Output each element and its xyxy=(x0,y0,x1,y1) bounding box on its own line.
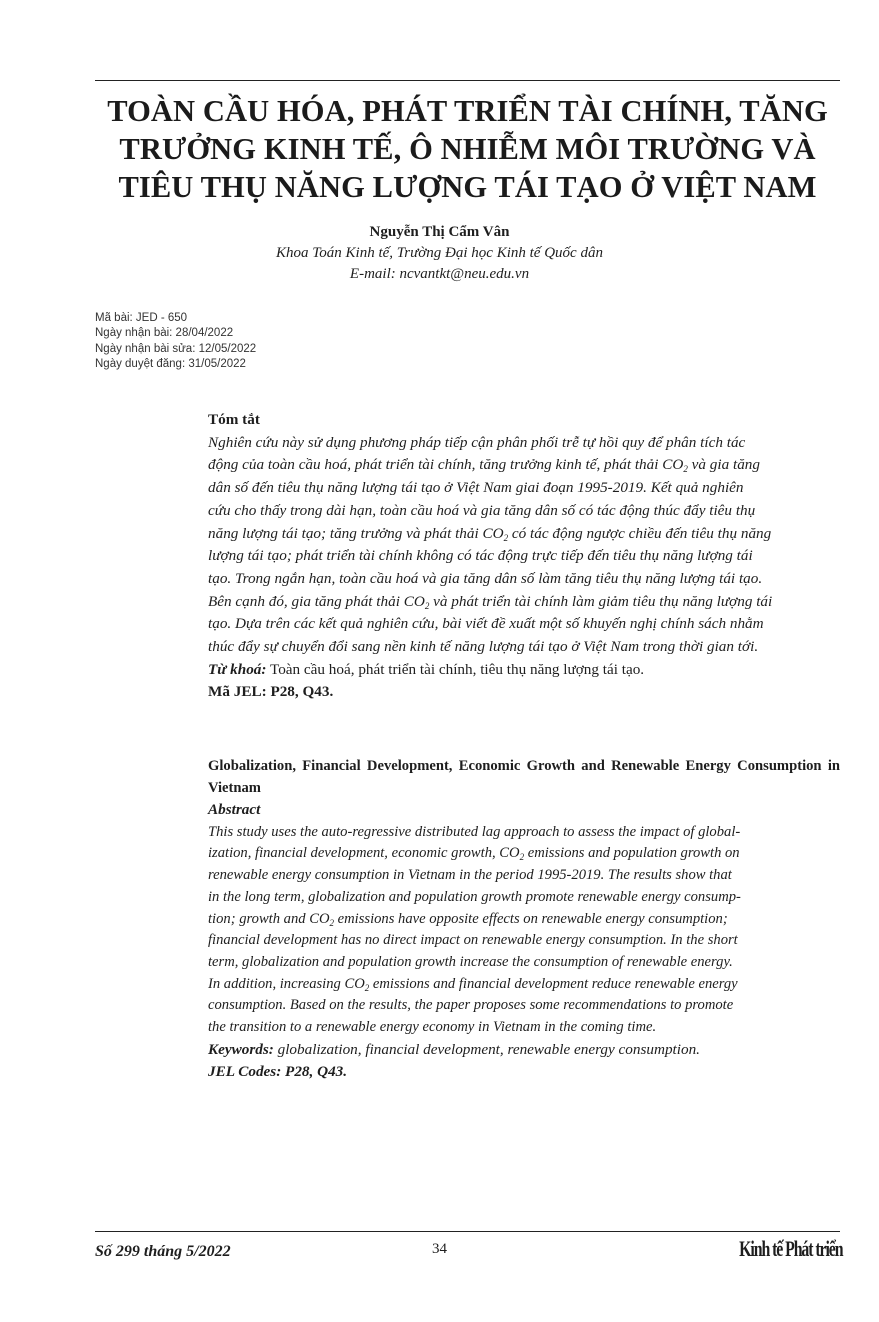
meta-code: Mã bài: JED - 650 xyxy=(95,312,188,324)
abstract-body-vn xyxy=(208,432,840,659)
abstract-body-en xyxy=(208,822,840,1039)
subscript: 2 xyxy=(503,532,509,543)
page-number: 34 xyxy=(432,1241,447,1257)
abstract-line: tạo. Trong ngắn hạn, toàn cầu hoá và gia tăng dân số làm tăng tiêu thụ năng lượng tái tạo. xyxy=(208,569,763,587)
title-line: TIÊU THỤ NĂNG LƯỢNG TÁI TẠO Ở VIỆT NAM xyxy=(118,170,817,204)
abstract-line: in the long term, globalization and population growth promote renewable energy consump- xyxy=(208,888,741,905)
abstract-line: cứu cho thấy trong dài hạn, toàn cầu hoá và gia tăng dân số có tác động thúc đẩy tiêu thụ xyxy=(208,501,756,519)
abstract-line: Nghiên cứu này sử dụng phương pháp tiếp cận phân phối trễ tự hồi quy để phân tích tác xyxy=(208,433,746,451)
keywords-vn: Từ khoá: Toàn cầu hoá, phát triển tài chính, tiêu thụ năng lượng tái tạo. xyxy=(208,660,645,678)
article-meta xyxy=(95,311,256,372)
abstract-line: Bên cạnh đó, gia tăng phát thải $CO_2$ và phát triển tài chính làm giảm tiêu thụ năng lượng tái xyxy=(208,592,773,611)
abstract-heading-vn: Tóm tắt xyxy=(208,411,260,428)
issue-info: Số 299 tháng 5/2022 xyxy=(95,1243,231,1260)
abstract-line: thúc đẩy sự chuyển đổi sang nền kinh tế năng lượng tái tạo ở Việt Nam trong thời gian tới. xyxy=(208,638,759,656)
footer-rule xyxy=(95,1231,840,1232)
abstract-line: lượng tái tạo; phát triển tài chính không có tác động trực tiếp đến tiêu thụ năng lượng tái xyxy=(208,547,753,565)
abstract-line: động của toàn cầu hoá, phát triển tài chính, tăng trưởng kinh tế, phát thải $CO_2$ và gia tăng xyxy=(208,456,760,475)
abstract-line: This study uses the auto-regressive distributed lag approach to assess the impact of global- xyxy=(208,823,741,840)
title-line: TOÀN CẦU HÓA, PHÁT TRIỂN TÀI CHÍNH, TĂNG xyxy=(107,94,828,128)
abstract-heading-en: Abstract xyxy=(208,801,261,818)
subscript: 2 xyxy=(364,982,370,993)
title-line: TRƯỞNG KINH TẾ, Ô NHIỄM MÔI TRƯỜNG VÀ xyxy=(119,132,816,166)
jel-en: JEL Codes: P28, Q43. xyxy=(208,1063,348,1081)
vietnamese-abstract xyxy=(208,409,840,704)
article-title xyxy=(80,92,855,206)
abstract-line: dân số đến tiêu thụ năng lượng tái tạo ở Việt Nam giai đoạn 1995-2019. Kết quả nghiên xyxy=(208,479,744,497)
author-block xyxy=(0,222,879,285)
author-name: Nguyễn Thị Cẩm Vân xyxy=(369,224,510,240)
author-affiliation: Khoa Toán Kinh tế, Trường Đại học Kinh tế Quốc dân xyxy=(276,245,603,261)
abstract-line: the transition to a renewable energy economy in Vietnam in the coming time. xyxy=(208,1019,657,1036)
abstract-line: renewable energy consumption in Vietnam in the period 1995-2019. The results show that xyxy=(208,867,732,884)
jel-vn: Mã JEL: P28, Q43. xyxy=(208,683,334,701)
subscript: 2 xyxy=(519,852,525,863)
subscript: 2 xyxy=(424,600,430,611)
subscript: 2 xyxy=(683,464,688,475)
abstract-line: ization, financial development, economic growth, $CO_2$ emissions and population growth on xyxy=(208,845,740,863)
keywords-en: Keywords: globalization, financial development, renewable energy consumption. xyxy=(208,1040,700,1058)
journal-logo: Kinh tế Phát triển xyxy=(738,1236,842,1261)
subscript: 2 xyxy=(329,917,334,928)
abstract-line: In addition, increasing $CO_2$ emissions and financial development reduce renewable energy xyxy=(208,975,738,993)
meta-revised: Ngày nhận bài sửa: 12/05/2022 xyxy=(95,342,257,355)
abstract-line: tạo. Dựa trên các kết quả nghiên cứu, bài viết đề xuất một số khuyến nghị chính sách nhằm xyxy=(208,615,764,633)
meta-accepted: Ngày duyệt đăng: 31/05/2022 xyxy=(95,357,246,370)
english-abstract xyxy=(208,755,840,1084)
top-rule xyxy=(95,80,840,81)
author-email: E-mail: ncvantkt@neu.edu.vn xyxy=(349,266,530,282)
abstract-line: consumption. Based on the results, the paper proposes some recommendations to promote xyxy=(208,997,734,1014)
meta-received: Ngày nhận bài: 28/04/2022 xyxy=(95,327,234,340)
abstract-line: tion; growth and $CO_2$ emissions have opposite effects on renewable energy consumption; xyxy=(208,910,728,928)
english-title: Globalization, Financial Development, Economic Growth and Renewable Energy Consumption in Vietnam xyxy=(208,758,840,796)
abstract-line: term, globalization and population growth increase the consumption of renewable energy. xyxy=(208,953,733,970)
abstract-line: financial development has no direct impact on renewable energy consumption. In the short xyxy=(208,932,738,949)
abstract-line: năng lượng tái tạo; tăng trưởng và phát thải $CO_2$ có tác động ngược chiều đến tiêu thụ năng xyxy=(208,524,772,543)
